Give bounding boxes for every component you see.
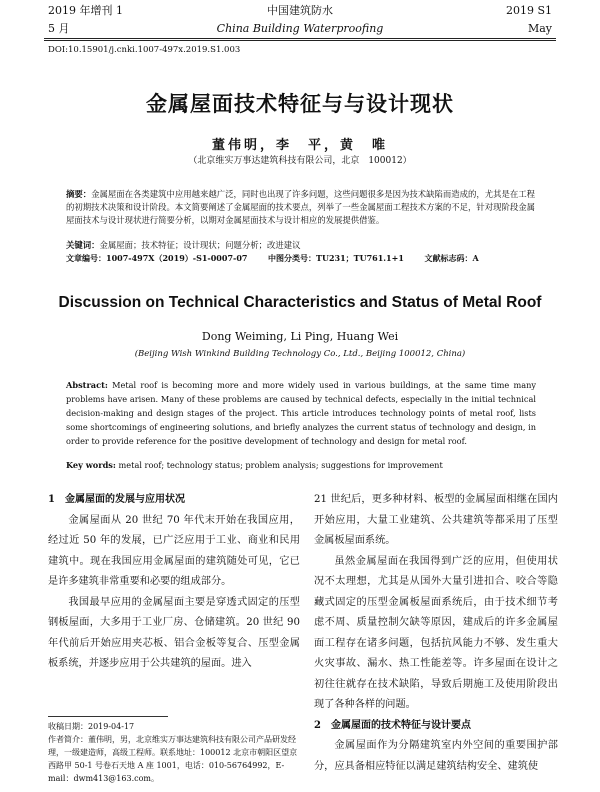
affiliation-cn: （北京维实万事达建筑科技有限公司，北京 100012） — [188, 156, 412, 166]
title-cn: 金属屋面技术特征与与设计现状 — [146, 91, 454, 116]
keywords-cn — [66, 239, 536, 252]
section-1-heading: 1 金属屋面的发展与应用状况 — [48, 494, 185, 505]
header-rule-double — [44, 40, 556, 41]
article-meta — [66, 253, 546, 264]
header-issue: 2019 年增刊 1 — [48, 4, 123, 17]
article-number: 文章编号：1007-497X（2019）-S1-0007-07 — [66, 253, 248, 263]
section-1-paragraph-1: 金属屋面从 20 世纪 70 年代末开始在我国应用，经过近 50 年的发展，已广泛应用于工业、商业和民用建筑中。现在我国应用金属屋面的建筑随处可见，它已是许多建筑非常重要和必要的组成部分。 — [48, 514, 300, 587]
footnote — [48, 720, 300, 785]
section-1-paragraph-2: 我国最早应用的金属屋面主要是穿透式固定的压型钢板屋面，大多用于工业厂房、仓储建筑。20 世纪 90 年代前后开始应用夹芯板、铝合金板等复合、压型金属板系统，并逐步应用于公共建筑的屋面。进入 — [48, 596, 300, 669]
doi: DOI:10.15901/j.cnki.1007-497x.2019.S1.003 — [48, 45, 241, 55]
header-volume: 2019 S1 — [505, 4, 552, 17]
authors-en: Dong Weiming, Li Ping, Huang Wei — [201, 330, 399, 343]
abstract-cn-text: 金属屋面在各类建筑中应用越来越广泛，同时也出现了许多问题，这些问题很多是因为技术缺陷而造成的，尤其是在工程的初期技术决策和设计阶段。本文简要阐述了金属屋面的技术要点，列举了一些金属屋面工程技术方案的不足，针对现阶段金属屋面技术与设计现状进行简要分析，以期对金属屋面技术与设计相应的发展提供借鉴。 — [66, 189, 535, 225]
clc-number: 中图分类号：TU231；TU761.1+1 — [268, 253, 404, 263]
abstract-cn — [66, 188, 536, 227]
authors-cn: 董伟明，李 平，黄 唯 — [211, 138, 388, 153]
abstract-en-text: Metal roof is becoming more and more widely used in various buildings, at the same time many problems have arisen. Many of these problems are caused by technical defects, especially in the initial technical decision-making and design stages of the project. This article introduces technology points of metal roof, lists some shortcomings of engineering solutions, and briefly analyzes the current status of technology and design, in order to provide reference for the positive development of technology and design for metal roof. — [66, 380, 536, 446]
header-journal-en: China Building Waterproofing — [216, 22, 384, 35]
header-rule — [44, 38, 556, 39]
header-journal-cn: 中国建筑防水 — [267, 4, 333, 17]
abstract-en-label: Abstract: — [66, 380, 108, 390]
right-paragraph-2: 虽然金属屋面在我国得到广泛的应用，但使用状况不太理想，尤其是从国外大量引进扣合、咬合等隐藏式固定的压型金属板屋面系统后，由于技术细节考虑不周、质量控制欠缺等原因，建成后的许多金属屋面工程存在诸多问题，包括抗风能力不够、发生重大火灾事故、漏水、热工性能差等。许多屋面在设计之初往往就存在技术缺陷，导致后期施工及使用阶段出现了各种各样的问题。 — [314, 555, 558, 710]
footnote-author-info: 作者简介：董伟明，男，北京维实万事达建筑科技有限公司产品研发经理，一级建造师，高级工程师。联系地址：100012 北京市朝阳区望京西路甲 50-1 号卷石天地 A 座 1001，电话：010-56764992，E-mail：dwm413@163.com。 — [48, 735, 298, 783]
body-left-column — [48, 490, 300, 675]
abstract-cn-label: 摘要： — [66, 189, 92, 199]
keywords-en-label: Key words: — [66, 460, 116, 470]
footnote-received: 收稿日期：2019-04-17 — [48, 722, 135, 731]
header-month-en: May — [527, 22, 552, 35]
header-month: 5 月 — [48, 22, 70, 35]
right-paragraph-continuation: 21 世纪后，更多种材料、板型的金属屋面相继在国内开始应用，大量工业建筑、公共建筑等都采用了压型金属板屋面系统。 — [314, 494, 558, 546]
keywords-en-text: metal roof; technology status; problem analysis; suggestions for improvement — [118, 460, 443, 470]
section-2-heading: 2 金属屋面的技术特征与设计要点 — [314, 719, 471, 731]
keywords-en — [66, 458, 536, 472]
abstract-en — [66, 378, 536, 448]
footnote-rule — [48, 716, 168, 717]
keywords-cn-label: 关键词： — [66, 240, 100, 250]
title-en: Discussion on Technical Characteristics and Status of Metal Roof — [58, 294, 542, 311]
document-code: 文献标志码：A — [424, 253, 479, 263]
section-2-paragraph-1: 金属屋面作为分隔建筑室内外空间的重要围护部分，应具备相应特征以满足建筑结构安全、建筑使 — [314, 740, 558, 772]
keywords-cn-text: 金属屋面；技术特征；设计现状；问题分析；改进建议 — [99, 240, 301, 250]
body-right-column — [314, 490, 558, 777]
affiliation-en: (Beijing Wish Winkind Building Technology Co., Ltd., Beijing 100012, China) — [134, 349, 466, 359]
